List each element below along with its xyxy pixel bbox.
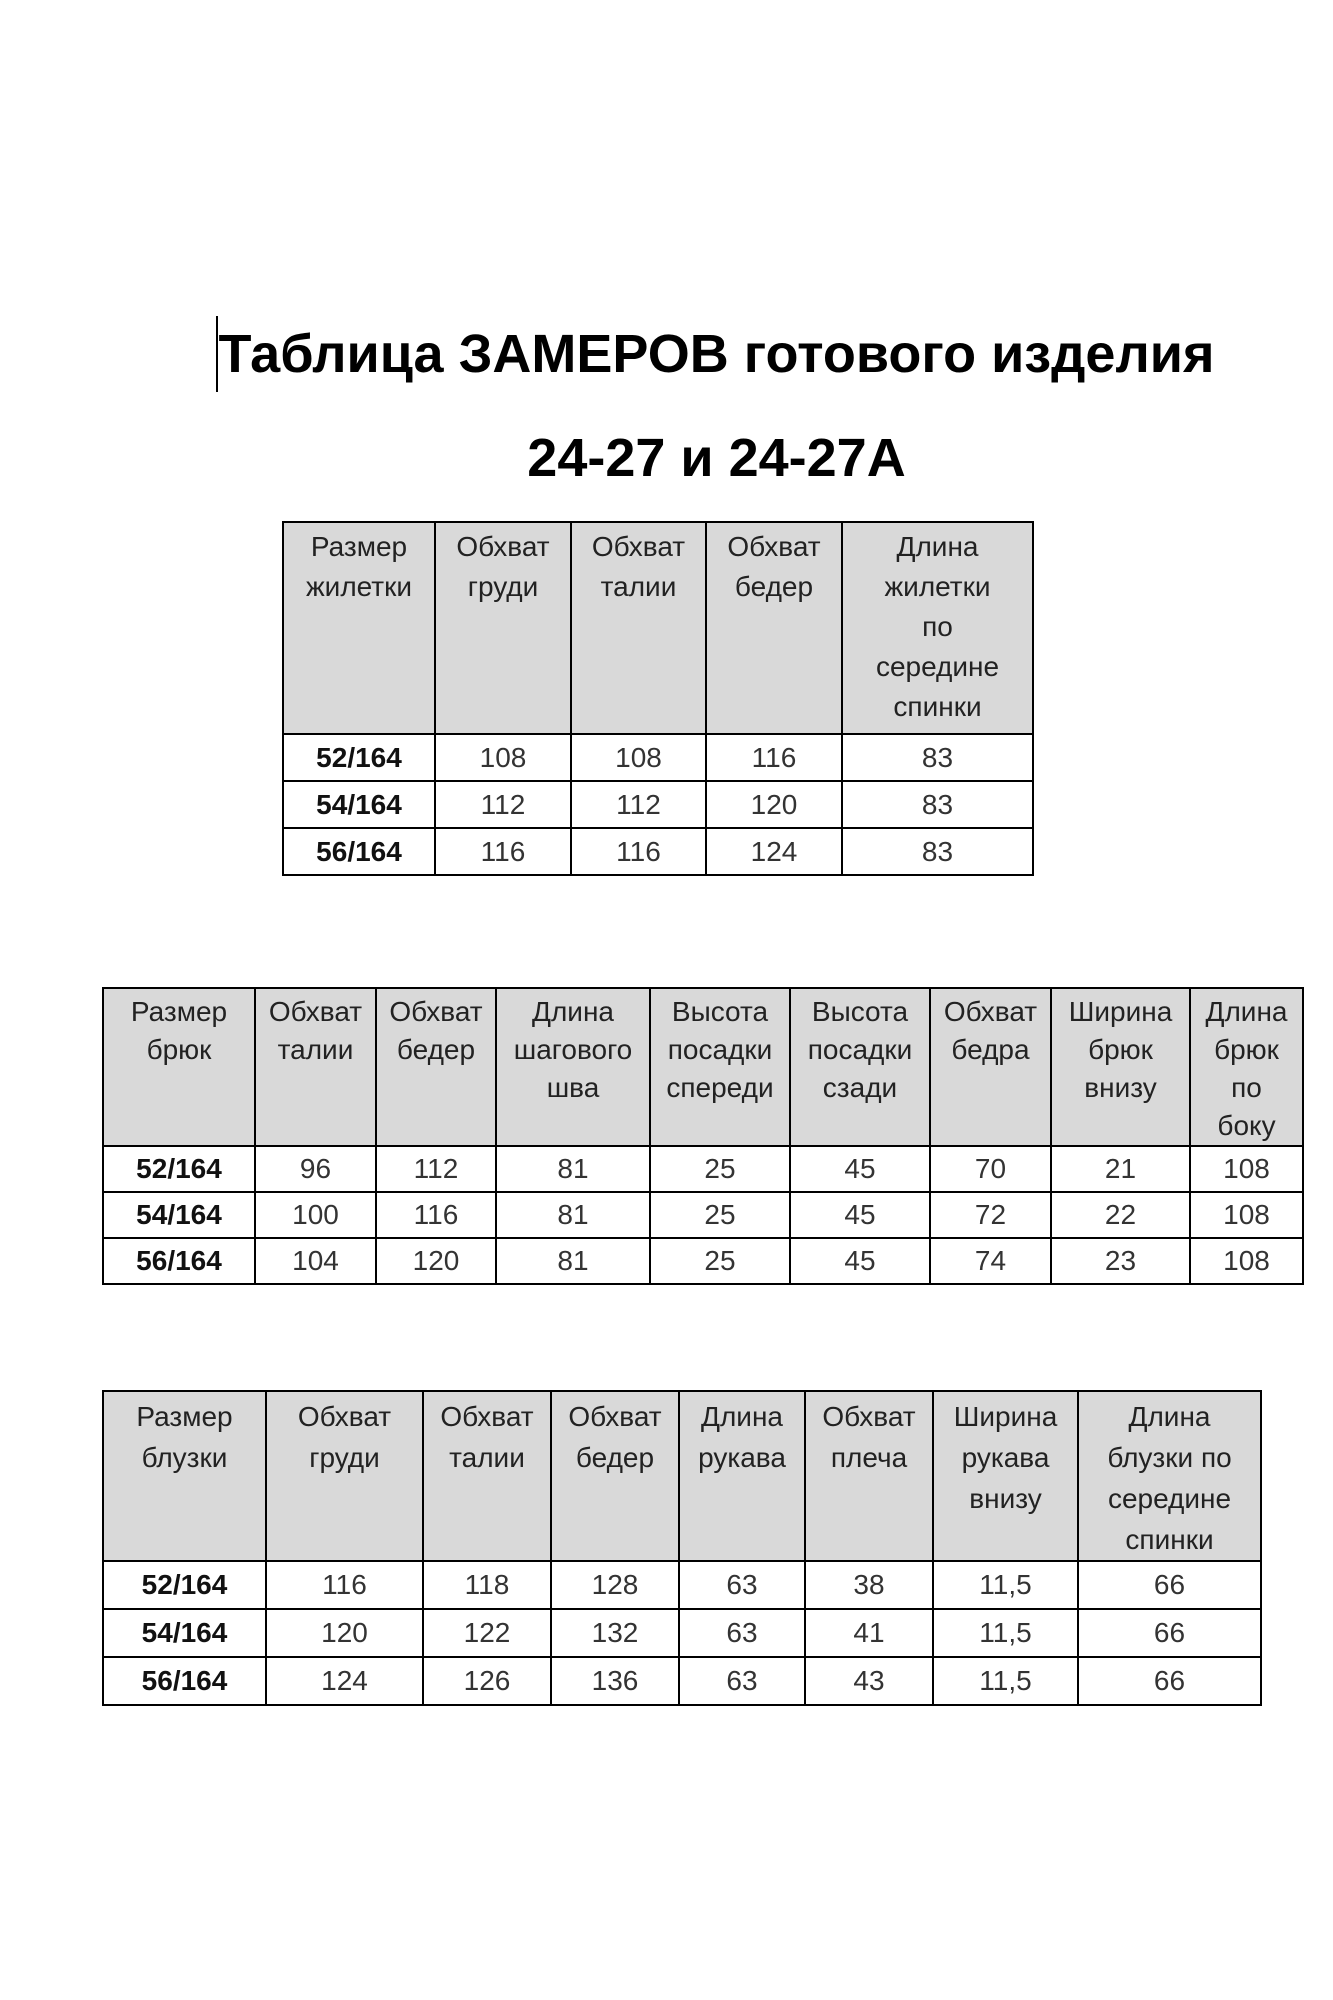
measurement-cell: 72 xyxy=(930,1192,1051,1238)
measurement-cell: 118 xyxy=(423,1561,551,1609)
measurement-cell: 112 xyxy=(571,781,706,828)
measurement-cell: 104 xyxy=(255,1238,376,1284)
column-header-line: Обхват xyxy=(568,1401,662,1432)
column-header xyxy=(266,1391,423,1561)
column-header xyxy=(283,522,435,734)
measurement-cell: 116 xyxy=(266,1561,423,1609)
column-header-line: сзади xyxy=(822,1072,898,1103)
measurement-cell: 132 xyxy=(551,1609,679,1657)
measurement-cell: 108 xyxy=(1190,1238,1303,1284)
measurement-cell: 128 xyxy=(551,1561,679,1609)
column-header-line: Ширина xyxy=(953,1401,1058,1432)
column-header xyxy=(842,522,1033,734)
column-header-line: блузки xyxy=(141,1442,228,1473)
size-cell: 52/164 xyxy=(283,734,435,781)
measurement-cell: 63 xyxy=(679,1561,805,1609)
column-header xyxy=(706,522,842,734)
size-cell: 56/164 xyxy=(103,1657,266,1705)
measurement-cell: 83 xyxy=(842,781,1033,828)
column-header xyxy=(103,1391,266,1561)
measurement-cell: 108 xyxy=(571,734,706,781)
measurement-cell: 11,5 xyxy=(933,1561,1078,1609)
table-row xyxy=(283,781,1033,828)
measurement-cell: 63 xyxy=(679,1609,805,1657)
column-header-line: Обхват xyxy=(822,1401,916,1432)
measurement-cell: 23 xyxy=(1051,1238,1190,1284)
size-cell: 56/164 xyxy=(283,828,435,875)
measurement-cell: 112 xyxy=(435,781,571,828)
measurement-cell: 136 xyxy=(551,1657,679,1705)
column-header-line: Обхват xyxy=(440,1401,534,1432)
column-header-line: Обхват xyxy=(268,996,363,1027)
size-cell: 54/164 xyxy=(103,1192,255,1238)
blouse-size-table xyxy=(102,1390,1262,1706)
column-header-line: груди xyxy=(309,1442,380,1473)
column-header xyxy=(1190,988,1303,1146)
column-header-line: Обхват xyxy=(389,996,483,1027)
measurement-cell: 66 xyxy=(1078,1657,1261,1705)
measurement-cell: 112 xyxy=(376,1146,496,1192)
measurement-cell: 81 xyxy=(496,1238,650,1284)
table-row xyxy=(283,734,1033,781)
column-header-line: Размер xyxy=(310,531,408,562)
measurement-cell: 25 xyxy=(650,1192,790,1238)
measurement-cell: 108 xyxy=(1190,1192,1303,1238)
measurement-cell: 116 xyxy=(376,1192,496,1238)
measurement-cell: 116 xyxy=(571,828,706,875)
column-header-line: середине xyxy=(875,651,1000,682)
measurement-cell: 83 xyxy=(842,828,1033,875)
column-header-line: Обхват xyxy=(297,1401,392,1432)
measurement-cell: 126 xyxy=(423,1657,551,1705)
column-header xyxy=(930,988,1051,1146)
measurement-cell: 43 xyxy=(805,1657,933,1705)
measurement-cell: 11,5 xyxy=(933,1609,1078,1657)
measurement-cell: 124 xyxy=(706,828,842,875)
column-header-line: боку xyxy=(1217,1110,1276,1141)
column-header-line: Длина xyxy=(1128,1401,1211,1432)
measurement-cell: 45 xyxy=(790,1238,930,1284)
measurement-cell: 120 xyxy=(266,1609,423,1657)
column-header-line: Обхват xyxy=(727,531,821,562)
table-row xyxy=(103,1238,1303,1284)
measurement-cell: 22 xyxy=(1051,1192,1190,1238)
document-subtitle: 24-27 и 24-27А xyxy=(527,428,906,488)
column-header-line: внизу xyxy=(969,1483,1042,1514)
column-header-line: спереди xyxy=(666,1072,774,1103)
measurement-cell: 45 xyxy=(790,1146,930,1192)
column-header-line: середине xyxy=(1107,1483,1232,1514)
table-row xyxy=(103,1657,1261,1705)
column-header-line: груди xyxy=(467,571,539,602)
column-header-line: внизу xyxy=(1084,1072,1157,1103)
column-header xyxy=(103,988,255,1146)
measurement-cell: 96 xyxy=(255,1146,376,1192)
pants-size-table xyxy=(102,987,1304,1285)
column-header-line: спинки xyxy=(893,691,982,722)
column-header-line: рукава xyxy=(961,1442,1050,1473)
column-header-line: спинки xyxy=(1125,1524,1214,1555)
table-row xyxy=(103,1561,1261,1609)
column-header xyxy=(551,1391,679,1561)
size-cell: 54/164 xyxy=(103,1609,266,1657)
size-cell: 52/164 xyxy=(103,1561,266,1609)
measurement-cell: 63 xyxy=(679,1657,805,1705)
column-header-line: Размер xyxy=(130,996,228,1027)
measurement-cell: 74 xyxy=(930,1238,1051,1284)
column-header-line: бедер xyxy=(734,571,814,602)
column-header xyxy=(933,1391,1078,1561)
measurement-cell: 122 xyxy=(423,1609,551,1657)
measurement-cell: 38 xyxy=(805,1561,933,1609)
measurement-cell: 108 xyxy=(1190,1146,1303,1192)
measurement-cell: 124 xyxy=(266,1657,423,1705)
column-header-line: посадки xyxy=(807,1034,913,1065)
column-header-line: талии xyxy=(600,571,677,602)
column-header-line: Длина xyxy=(701,1401,783,1432)
column-header xyxy=(1051,988,1190,1146)
column-header-line: Длина xyxy=(896,531,979,562)
measurement-cell: 25 xyxy=(650,1146,790,1192)
column-header-line: жилетки xyxy=(305,571,413,602)
measurement-cell: 41 xyxy=(805,1609,933,1657)
measurement-cell: 120 xyxy=(376,1238,496,1284)
column-header xyxy=(805,1391,933,1561)
column-header-line: Ширина xyxy=(1068,996,1173,1027)
measurement-cell: 21 xyxy=(1051,1146,1190,1192)
table-row xyxy=(283,828,1033,875)
column-header-line: брюк xyxy=(1088,1034,1153,1065)
measurement-cell: 81 xyxy=(496,1146,650,1192)
column-header-line: брюк xyxy=(1214,1034,1279,1065)
measurement-cell: 66 xyxy=(1078,1561,1261,1609)
size-cell: 52/164 xyxy=(103,1146,255,1192)
column-header-line: Длина xyxy=(1205,996,1288,1027)
column-header-line: Длина xyxy=(532,996,614,1027)
column-header-line: шва xyxy=(546,1072,600,1103)
column-header-line: талии xyxy=(277,1034,354,1065)
size-cell: 56/164 xyxy=(103,1238,255,1284)
measurement-cell: 83 xyxy=(842,734,1033,781)
document-title: Таблица ЗАМЕРОВ готового изделия xyxy=(218,324,1215,384)
column-header-line: Обхват xyxy=(456,531,550,562)
column-header-line: блузки по xyxy=(1107,1442,1232,1473)
column-header xyxy=(423,1391,551,1561)
column-header-line: по xyxy=(1231,1072,1262,1103)
column-header xyxy=(435,522,571,734)
column-header-line: посадки xyxy=(667,1034,773,1065)
measurement-cell: 25 xyxy=(650,1238,790,1284)
column-header-line: брюк xyxy=(146,1034,212,1065)
column-header xyxy=(255,988,376,1146)
column-header-line: жилетки xyxy=(884,571,991,602)
column-header-line: бедра xyxy=(951,1034,1030,1065)
column-header-line: Обхват xyxy=(943,996,1038,1027)
column-header-line: плеча xyxy=(830,1442,908,1473)
column-header-line: Высота xyxy=(811,996,909,1027)
column-header xyxy=(496,988,650,1146)
table-row xyxy=(103,1146,1303,1192)
column-header-line: рукава xyxy=(698,1442,786,1473)
measurement-cell: 116 xyxy=(435,828,571,875)
measurement-cell: 45 xyxy=(790,1192,930,1238)
measurement-cell: 70 xyxy=(930,1146,1051,1192)
column-header-line: Высота xyxy=(671,996,769,1027)
column-header-line: бедер xyxy=(575,1442,655,1473)
column-header-line: бедер xyxy=(396,1034,476,1065)
measurement-cell: 100 xyxy=(255,1192,376,1238)
column-header xyxy=(679,1391,805,1561)
column-header-line: по xyxy=(922,611,953,642)
table-row xyxy=(103,1192,1303,1238)
column-header-line: талии xyxy=(449,1442,525,1473)
measurement-cell: 81 xyxy=(496,1192,650,1238)
measurement-cell: 108 xyxy=(435,734,571,781)
measurement-cell: 116 xyxy=(706,734,842,781)
measurement-cell: 120 xyxy=(706,781,842,828)
size-cell: 54/164 xyxy=(283,781,435,828)
measurement-cell: 66 xyxy=(1078,1609,1261,1657)
measurement-cell: 11,5 xyxy=(933,1657,1078,1705)
column-header-line: Размер xyxy=(136,1401,233,1432)
vest-size-table xyxy=(282,521,1034,876)
column-header-line: шагового xyxy=(513,1034,633,1065)
column-header xyxy=(650,988,790,1146)
column-header xyxy=(1078,1391,1261,1561)
column-header xyxy=(376,988,496,1146)
column-header-line: Обхват xyxy=(591,531,686,562)
table-row xyxy=(103,1609,1261,1657)
column-header xyxy=(790,988,930,1146)
column-header xyxy=(571,522,706,734)
